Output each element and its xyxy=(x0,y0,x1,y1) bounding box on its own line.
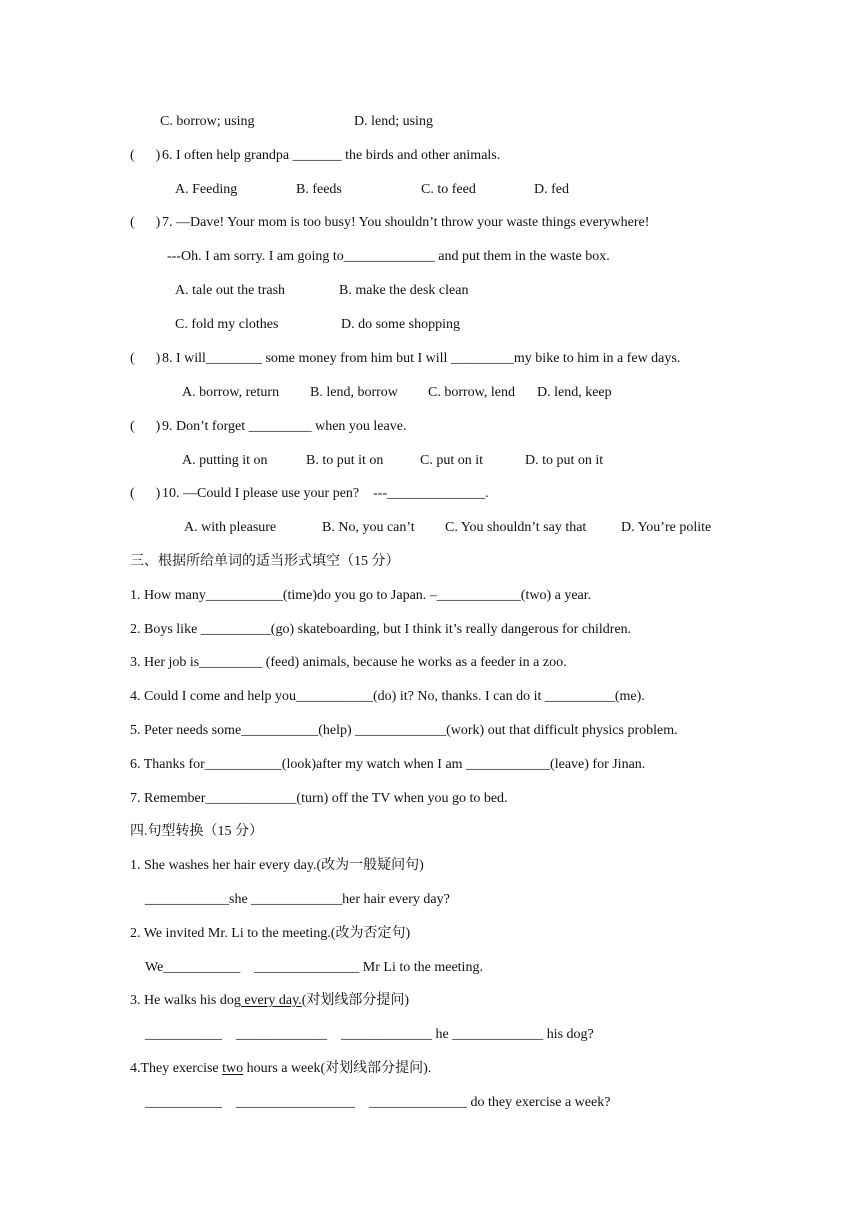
q8-option-a: A. borrow, return xyxy=(182,385,280,400)
q8-option-b: B. lend, borrow xyxy=(310,385,398,400)
q10-answer-paren: ( ) xyxy=(130,486,161,501)
section4-q3-prompt xyxy=(130,992,409,1010)
section3-item-4: 4. Could I come and help you___________(do) it? No, thanks. I can do it __________(me). xyxy=(130,689,645,704)
q8-option-d: D. lend, keep xyxy=(537,385,612,400)
q10-stem: 10. —Could I please use your pen? ---______________. xyxy=(162,486,489,501)
q9-option-b: B. to put it on xyxy=(306,453,384,468)
q9-option-d: D. to put on it xyxy=(525,453,604,468)
section3-heading: 三、根据所给单词的适当形式填空（15 分） xyxy=(130,554,400,569)
q9-option-a: A. putting it on xyxy=(182,453,268,468)
q5-option-d: D. lend; using xyxy=(354,114,433,129)
section3-item-2: 2. Boys like __________(go) skateboarding, but I think it’s really dangerous for children. xyxy=(130,622,632,637)
q7-option-a: A. tale out the trash xyxy=(175,283,286,298)
section4-q3-answer: ___________ _____________ _____________ he _____________ his dog? xyxy=(145,1027,594,1042)
q5-option-c: C. borrow; using xyxy=(160,114,255,129)
section3-item-7: 7. Remember_____________(turn) off the TV when you go to bed. xyxy=(130,791,508,806)
section4-q2-prompt: 2. We invited Mr. Li to the meeting.(改为否定句) xyxy=(130,926,411,941)
q9-option-c: C. put on it xyxy=(420,453,484,468)
q10-option-a: A. with pleasure xyxy=(184,520,277,535)
q7-option-d: D. do some shopping xyxy=(341,317,460,332)
q8-stem: 8. I will________ some money from him but I will _________my bike to him in a few days. xyxy=(162,351,681,366)
section4-q3-prompt-start: 3. He walks his do xyxy=(130,993,234,1008)
q9-answer-paren: ( ) xyxy=(130,419,161,434)
q8-option-c: C. borrow, lend xyxy=(428,385,515,400)
q6-answer-paren: ( ) xyxy=(130,148,161,163)
section4-q4-underlined-part: two xyxy=(222,1061,244,1076)
section3-item-3: 3. Her job is_________ (feed) animals, because he works as a feeder in a zoo. xyxy=(130,655,567,670)
section4-q4-prompt-instruction: hours a week(对划线部分提问). xyxy=(243,1061,432,1076)
section3-item-1: 1. How many___________(time)do you go to Japan. –____________(two) a year. xyxy=(130,588,592,603)
section4-q4-answer: ___________ _________________ ______________ do they exercise a week? xyxy=(145,1095,611,1110)
q6-stem: 6. I often help grandpa _______ the birds and other animals. xyxy=(162,148,501,163)
section4-q3-prompt-instruction: (对划线部分提问) xyxy=(301,993,410,1008)
section4-heading: 四.句型转换（15 分） xyxy=(130,824,263,839)
section4-q1-answer: ____________she _____________her hair every day? xyxy=(145,892,450,907)
q7-option-c: C. fold my clothes xyxy=(175,317,279,332)
q6-option-a: A. Feeding xyxy=(175,182,238,197)
q7-reply: ---Oh. I am sorry. I am going to_____________ and put them in the waste box. xyxy=(167,249,610,264)
q10-option-d: D. You’re polite xyxy=(621,520,712,535)
q10-option-b: B. No, you can’t xyxy=(322,520,415,535)
section4-q2-answer: We___________ _______________ Mr Li to the meeting. xyxy=(145,960,483,975)
section3-item-6: 6. Thanks for___________(look)after my watch when I am ____________(leave) for Jinan. xyxy=(130,757,646,772)
q6-option-d: D. fed xyxy=(534,182,569,197)
q8-answer-paren: ( ) xyxy=(130,351,161,366)
q7-answer-paren: ( ) xyxy=(130,215,161,230)
q6-option-c: C. to feed xyxy=(421,182,476,197)
q7-option-b: B. make the desk clean xyxy=(339,283,469,298)
section4-q4-prompt-start: 4.They exercise xyxy=(130,1061,223,1076)
section4-q4-prompt xyxy=(130,1060,431,1078)
section4-q3-underlined-part: g every day. xyxy=(233,993,302,1008)
q10-option-c: C. You shouldn’t say that xyxy=(445,520,587,535)
section4-q1-prompt: 1. She washes her hair every day.(改为一般疑问句) xyxy=(130,858,424,873)
q6-option-b: B. feeds xyxy=(296,182,342,197)
section3-item-5: 5. Peter needs some___________(help) _____________(work) out that difficult physics problem. xyxy=(130,723,678,738)
q7-stem: 7. —Dave! Your mom is too busy! You shouldn’t throw your waste things everywhere! xyxy=(162,215,650,230)
q9-stem: 9. Don’t forget _________ when you leave. xyxy=(162,419,407,434)
